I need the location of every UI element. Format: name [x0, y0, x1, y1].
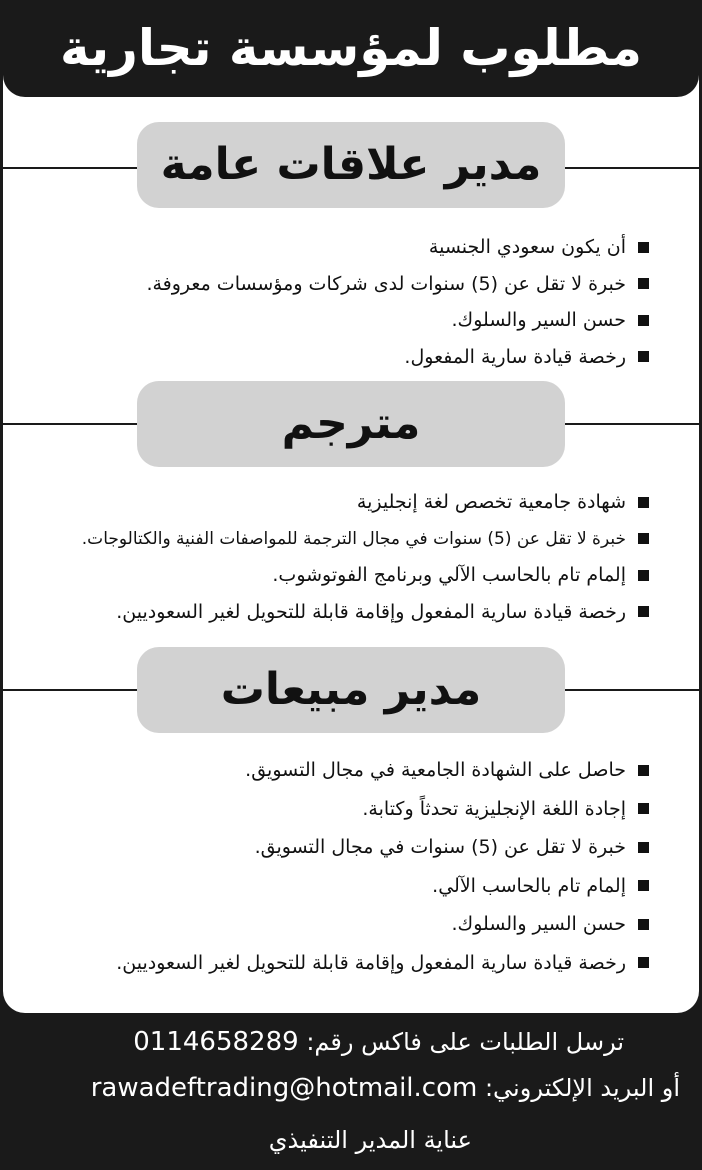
section-title-sales-manager: مدير مبيعات [137, 647, 565, 733]
bullet-square-icon [638, 880, 649, 891]
ad-content-panel [3, 3, 699, 1013]
list-item: حسن السير والسلوك. [146, 302, 649, 339]
list-item: رخصة قيادة سارية المفعول وإقامة قابلة للتحويل لغير السعوديين. [82, 594, 649, 631]
email-label: أو البريد الإلكتروني: [484, 1074, 680, 1102]
bullet-square-icon [638, 351, 649, 362]
list-item: حسن السير والسلوك. [116, 905, 649, 944]
list-item: إجادة اللغة الإنجليزية تحدثاً وكتابة. [116, 790, 649, 829]
list-item: خبرة لا تقل عن (5) سنوات في مجال الترجمة للمواصفات الفنية والكتالوجات. [82, 521, 649, 558]
bullet-square-icon [638, 842, 649, 853]
attention-line: عناية المدير التنفيذي [268, 1126, 472, 1154]
contact-footer [0, 1013, 702, 1170]
list-item: خبرة لا تقل عن (5) سنوات لدى شركات ومؤسسات معروفة. [146, 266, 649, 303]
bullet-square-icon [638, 570, 649, 581]
list-item: أن يكون سعودي الجنسية [146, 229, 649, 266]
section-title-public-relations-manager: مدير علاقات عامة [137, 122, 565, 208]
bullet-square-icon [638, 315, 649, 326]
bullet-square-icon [638, 765, 649, 776]
list-item: رخصة قيادة سارية المفعول وإقامة قابلة للتحويل لغير السعوديين. [116, 944, 649, 983]
bullet-square-icon [638, 242, 649, 253]
requirements-list-translator [82, 484, 649, 630]
list-item: إلمام تام بالحاسب الآلي وبرنامج الفوتوشوب. [82, 557, 649, 594]
bullet-square-icon [638, 803, 649, 814]
page-title: مطلوب لمؤسسة تجارية [60, 19, 642, 77]
email-line [91, 1071, 680, 1105]
bullet-square-icon [638, 497, 649, 508]
bullet-square-icon [638, 957, 649, 968]
fax-line [133, 1025, 624, 1059]
bullet-square-icon [638, 919, 649, 930]
list-item: رخصة قيادة سارية المفعول. [146, 339, 649, 376]
list-item: إلمام تام بالحاسب الآلي. [116, 867, 649, 906]
bullet-square-icon [638, 606, 649, 617]
bullet-square-icon [638, 278, 649, 289]
fax-label: ترسل الطلبات على فاكس رقم: [306, 1028, 624, 1056]
email-address: rawadeftrading@hotmail.com [90, 1073, 478, 1103]
list-item: شهادة جامعية تخصص لغة إنجليزية [82, 484, 649, 521]
requirements-list-public-relations-manager [146, 229, 649, 375]
list-item: حاصل على الشهادة الجامعية في مجال التسويق. [116, 751, 649, 790]
header-banner [3, 0, 699, 97]
section-title-translator: مترجم [137, 381, 565, 467]
fax-number: 0114658289 [133, 1027, 299, 1057]
requirements-list-sales-manager [116, 751, 649, 982]
bullet-square-icon [638, 533, 649, 544]
list-item: خبرة لا تقل عن (5) سنوات في مجال التسويق. [116, 828, 649, 867]
